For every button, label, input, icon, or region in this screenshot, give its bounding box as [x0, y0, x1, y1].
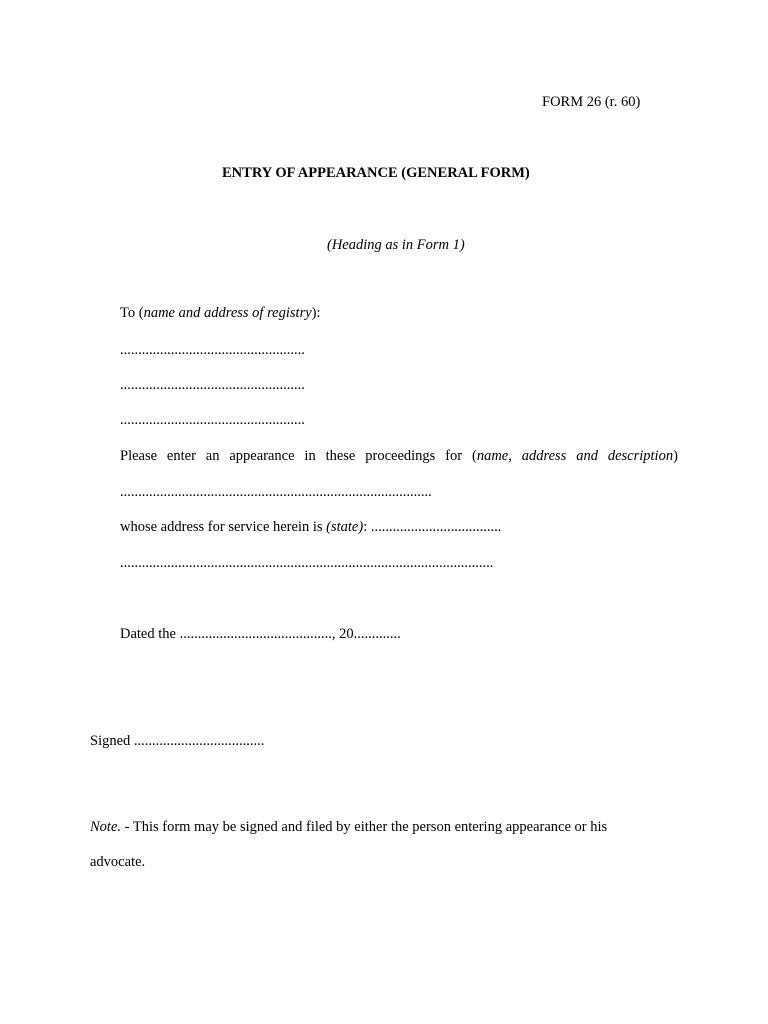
to-registry-line — [120, 304, 321, 322]
appearance-name-line: ...................................................................................... — [120, 484, 432, 500]
appearance-word: for — [445, 448, 463, 464]
appearance-italic-group — [472, 447, 512, 465]
note-paragraph — [90, 818, 607, 836]
registry-address-line-3: ................................................... — [120, 412, 305, 428]
to-italic: name and address of registry — [143, 305, 312, 321]
service-prefix: whose address for service herein is — [120, 519, 327, 535]
appearance-word: proceedings — [365, 448, 436, 464]
note-continuation: advocate. — [90, 854, 146, 870]
dated-line: Dated the .........................................., 20............. — [120, 626, 401, 642]
registry-address-line-2: ................................................... — [120, 377, 305, 393]
appearance-word: in — [304, 448, 316, 464]
paren-close: ) — [673, 448, 678, 464]
appearance-italic-word: description — [607, 448, 674, 464]
form-reference: FORM 26 (r. 60) — [542, 94, 641, 110]
appearance-word: these — [325, 448, 356, 464]
note-label: Note. — [90, 819, 122, 835]
appearance-word: enter — [166, 448, 196, 464]
service-italic: (state) — [326, 519, 364, 535]
appearance-request — [120, 447, 678, 465]
appearance-italic-word: name, — [476, 448, 512, 464]
service-continuation-line: ....................................................................................................... — [120, 555, 494, 571]
note-text: - This form may be signed and filed by either the person entering appearance or his — [121, 819, 608, 835]
service-address-line — [120, 518, 501, 536]
appearance-word: appearance — [229, 448, 295, 464]
appearance-word: an — [205, 448, 220, 464]
to-prefix: To ( — [120, 305, 144, 321]
form-title: ENTRY OF APPEARANCE (GENERAL FORM) — [222, 165, 530, 181]
paren-open: ( — [471, 448, 477, 464]
appearance-italic-word: address — [521, 448, 567, 464]
appearance-italic-word: and — [576, 448, 598, 464]
to-suffix: ): — [311, 305, 321, 321]
heading-note: (Heading as in Form 1) — [327, 237, 465, 253]
appearance-italic-group — [608, 447, 678, 465]
appearance-word: Please — [120, 448, 158, 464]
registry-address-line-1: ................................................... — [120, 342, 305, 358]
signed-line: Signed .................................... — [90, 733, 265, 749]
service-suffix: : .................................... — [363, 519, 502, 535]
